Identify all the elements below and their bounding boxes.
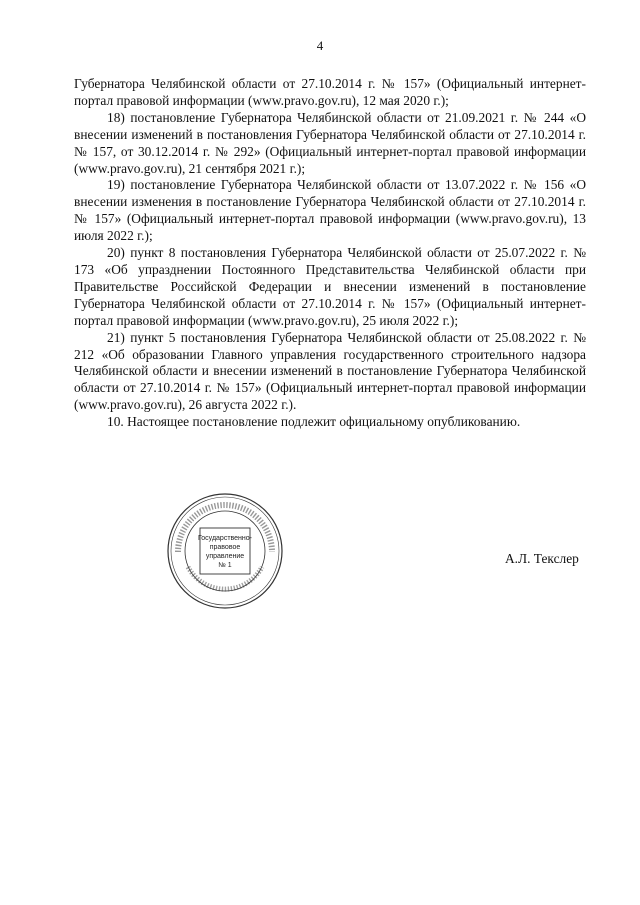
signature-name: А.Л. Текслер	[505, 551, 579, 566]
list-item-20: 20) пункт 8 постановления Губернатора Челябинской области от 25.07.2022 г. № 173 «Об упразднении Постоянного Представительства Челябинской области при Правительстве Российской Федерации и внесении изменений в постановление Губернатора Челябинской области от 27.10.2014 г. № 157» (Официальный интернет-портал правовой информации (www.pravo.gov.ru), 25 июля 2022 г.);	[74, 245, 586, 328]
seal-text-line-3: управление	[205, 553, 245, 560]
list-item-18: 18) постановление Губернатора Челябинской области от 21.09.2021 г. № 244 «О внесении изменений в постановления Губернатора Челябинской области от 27.10.2014 г. № 157, от 30.12.2014 г. № 292» (Официальный интернет-портал правовой информации (www.pravo.gov.ru), 21 сентября 2021 г.);	[74, 109, 586, 176]
paragraph-publication: 10. Настоящее постановление подлежит официальному опубликованию.	[107, 414, 521, 430]
paragraph-continuation: Губернатора Челябинской области от 27.10.2014 г. № 157» (Официальный интернет-портал правовой информации (www.pravo.gov.ru), 12 мая 2020 г.);	[74, 76, 586, 108]
seal-text-line-2: правовое	[209, 544, 241, 551]
seal-text-line-4: № 1	[218, 562, 232, 569]
seal-text-line-1: Государственно-	[197, 535, 253, 542]
page-number: 4	[316, 38, 324, 53]
official-seal	[166, 492, 284, 610]
list-item-19: 19) постановление Губернатора Челябинской области от 13.07.2022 г. № 156 «О внесении изменения в постановление Губернатора Челябинской области от 27.10.2014 г. № 157» (Официальный интернет-портал правовой информации (www.pravo.gov.ru), 13 июля 2022 г.);	[74, 177, 586, 244]
list-item-21: 21) пункт 5 постановления Губернатора Челябинской области от 25.08.2022 г. № 212 «Об образовании Главного управления государственного строительного надзора Челябинской области и внесении изменений в постановление Губернатора Челябинской области от 27.10.2014 г. № 157» (Официальный интернет-портал правовой информации (www.pravo.gov.ru), 26 августа 2022 г.).	[74, 329, 586, 413]
document-body	[74, 76, 586, 431]
